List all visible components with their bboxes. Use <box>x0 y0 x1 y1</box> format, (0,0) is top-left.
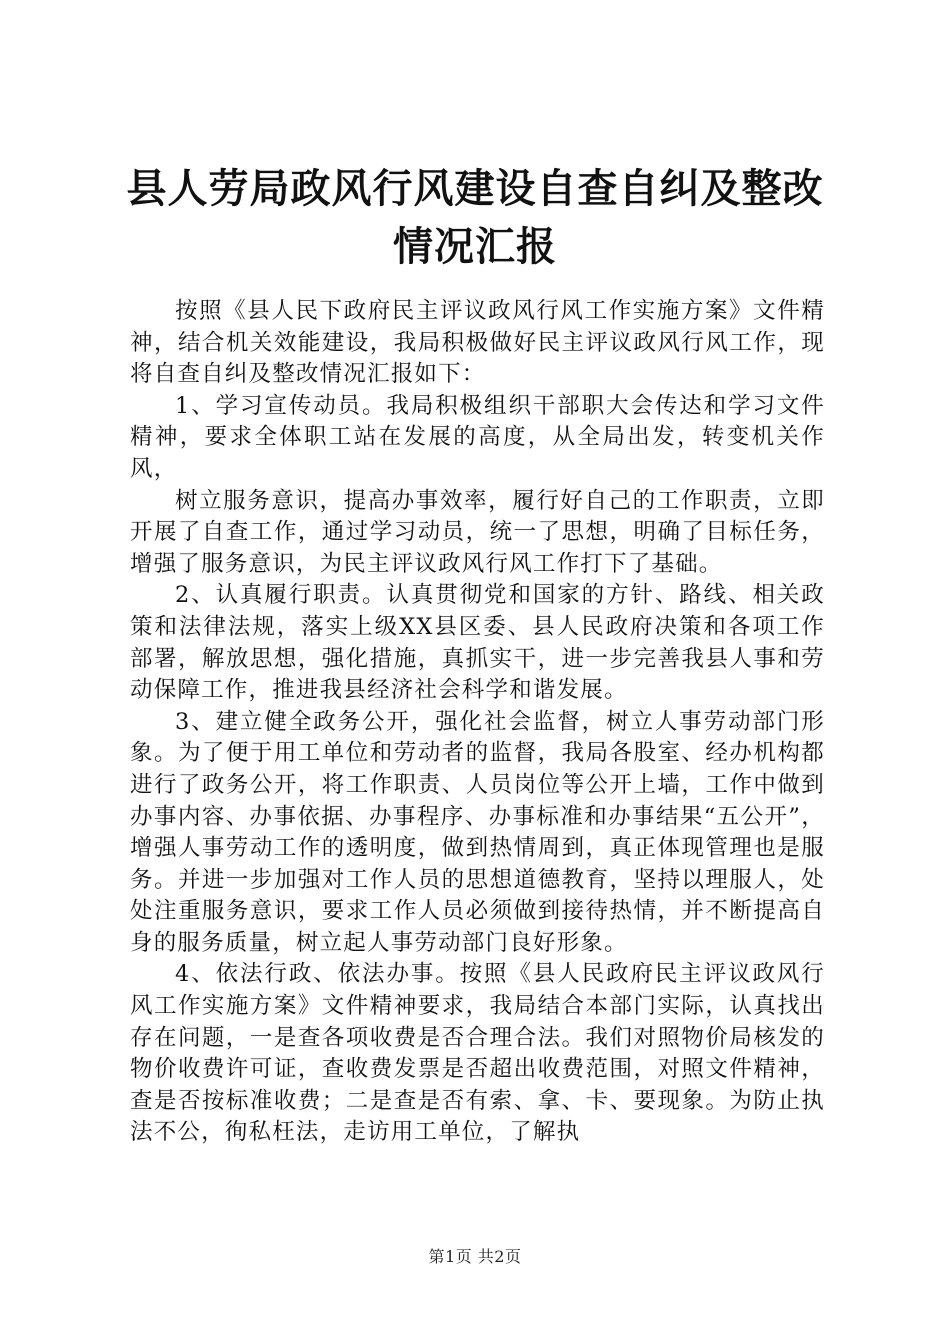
paragraph-item-3: 3、建立健全政务公开，强化社会监督，树立人事劳动部门形象。为了便于用工单位和劳动者的监督，我局各股室、经办机构都进行了政务公开，将工作职责、人员岗位等公开上墙，工作中做到办事内容、办事依据、办事程序、办事标准和办事结果“五公开”，增强人事劳动工作的透明度，做到热情周到，真正体现管理也是服务。并进一步加强对工作人员的思想道德教育，坚持以理服人，处处注重服务意识，要求工作人员必须做到接待热情，并不断提高自身的服务质量，树立起人事劳动部门良好形象。 <box>130 708 825 956</box>
paragraph-item-4: 4、依法行政、依法办事。按照《县人民政府民主评议政风行风工作实施方案》文件精神要求，我局结合本部门实际，认真找出存在问题，一是查各项收费是否合理合法。我们对照物价局核发的物价收费许可证，查收费发票是否超出收费范围，对照文件精神，查是否按标准收费；二是查是否有索、拿、卡、要现象。为防止执法不公，徇私枉法，走访用工单位，了解执 <box>130 961 825 1146</box>
document-body <box>130 296 825 1149</box>
page-number-footer: 第1页 共2页 <box>428 1247 522 1266</box>
paragraph-intro: 按照《县人民下政府民主评议政风行风工作实施方案》文件精神，结合机关效能建设，我局积极做好民主评议政风行风工作，现将自查自纠及整改情况汇报如下： <box>130 298 825 388</box>
paragraph-item-1-continued: 树立服务意识，提高办事效率，履行好自己的工作职责，立即开展了自查工作，通过学习动员，统一了思想，明确了目标任务，增强了服务意识，为民主评议政风行风工作打下了基础。 <box>130 487 825 577</box>
document-title: 县人劳局政风行风建设自查自纠及整改情况汇报 <box>126 166 824 270</box>
paragraph-item-1: 1、学习宣传动员。我局积极组织干部职大会传达和学习文件精神，要求全体职工站在发展的高度，从全局出发，转变机关作风， <box>130 392 825 482</box>
paragraph-item-2: 2、认真履行职责。认真贯彻党和国家的方针、路线、相关政策和法律法规，落实上级XX县区委、县人民政府决策和各项工作部署，解放思想，强化措施，真抓实干，进一步完善我县人事和劳动保障工作，推进我县经济社会科学和谐发展。 <box>130 582 825 704</box>
